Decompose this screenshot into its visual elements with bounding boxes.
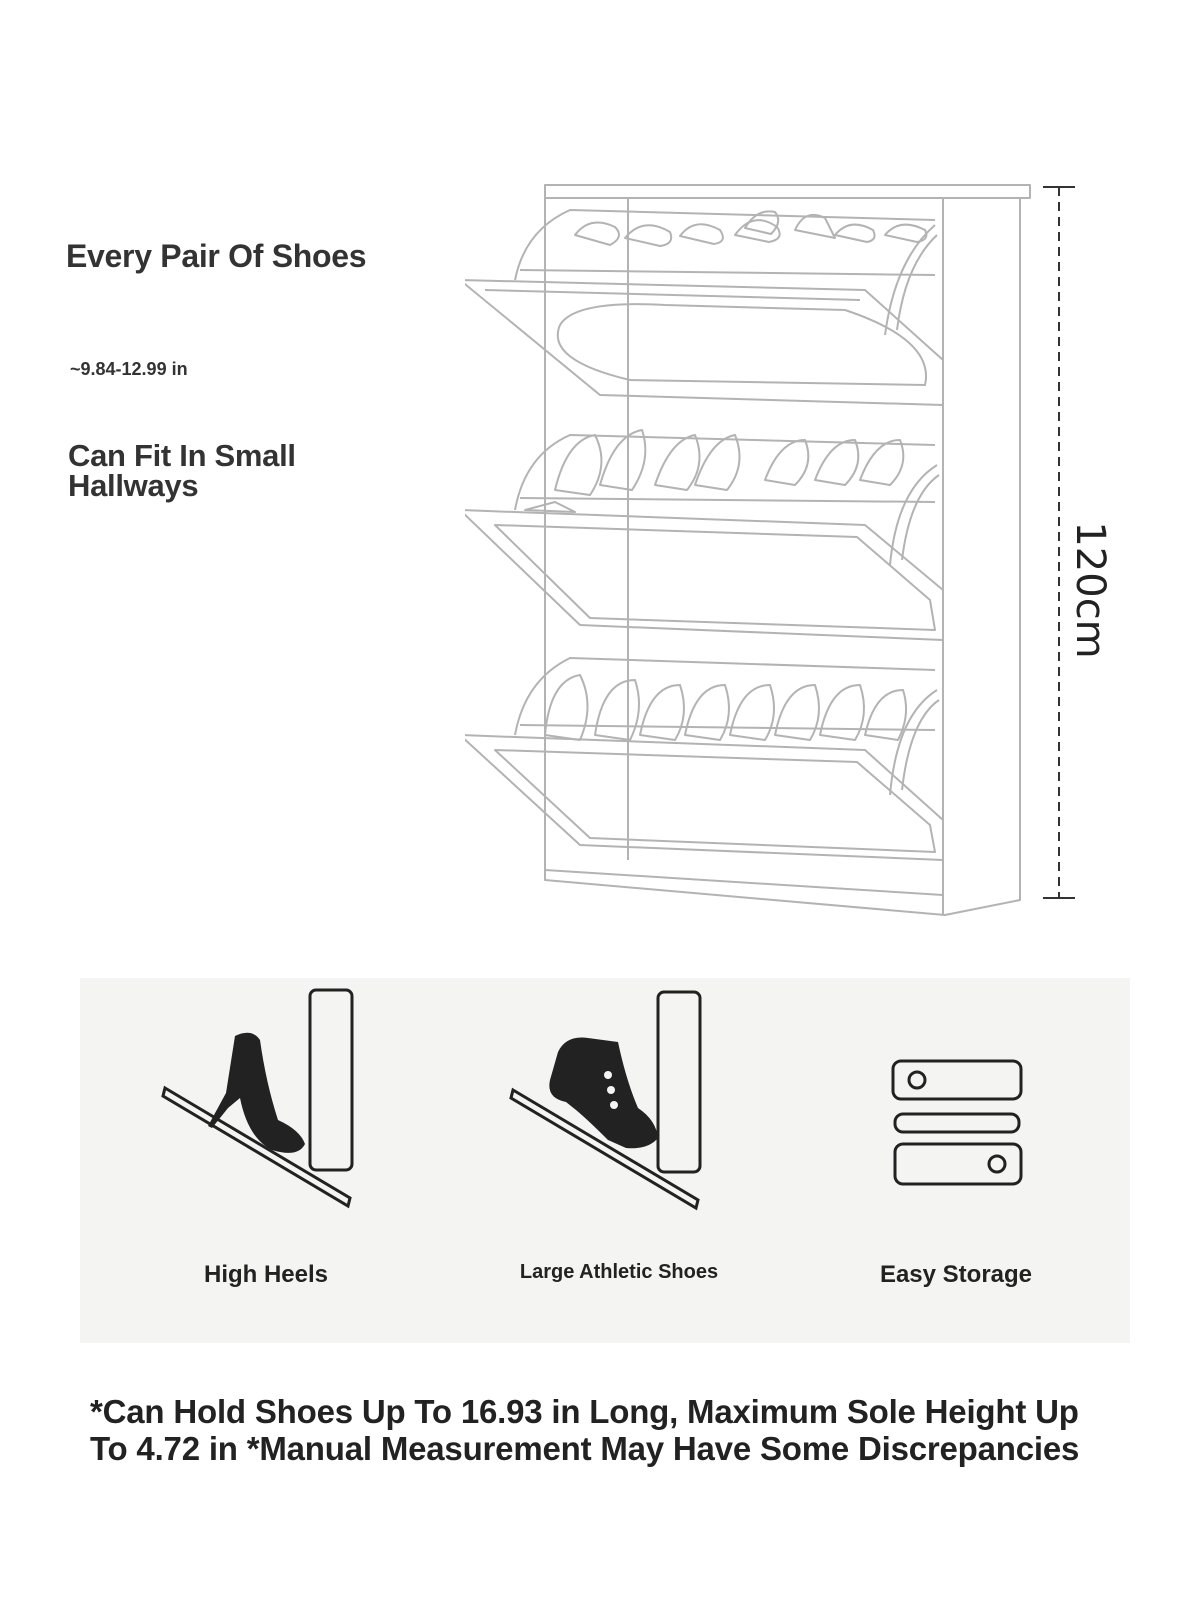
drawer-stack-icon [885, 1056, 1035, 1196]
feature-label-large-athletic-shoes: Large Athletic Shoes [519, 1261, 719, 1283]
boot-icon [508, 990, 728, 1220]
subhead: Can Fit In Small Hallways [68, 438, 296, 503]
shoe-tier-3 [465, 658, 943, 860]
headline: Every Pair Of Shoes [66, 238, 367, 274]
shoe-tier-2 [465, 430, 943, 640]
shoe-cabinet-illustration [465, 180, 1105, 940]
feature-label-easy-storage: Easy Storage [879, 1261, 1033, 1288]
height-label: 120cm [1067, 521, 1113, 659]
size-note: ~9.84-12.99 in [70, 359, 188, 379]
feature-label-high-heels: High Heels [203, 1261, 329, 1288]
shoe-tier-1 [465, 210, 943, 405]
footnote: *Can Hold Shoes Up To 16.93 in Long, Maximum Sole Height Up To 4.72 in *Manual Measurement May Have Some Discrepancies [90, 1393, 1080, 1467]
features-panel [80, 978, 1130, 1343]
high-heel-icon [160, 988, 380, 1218]
